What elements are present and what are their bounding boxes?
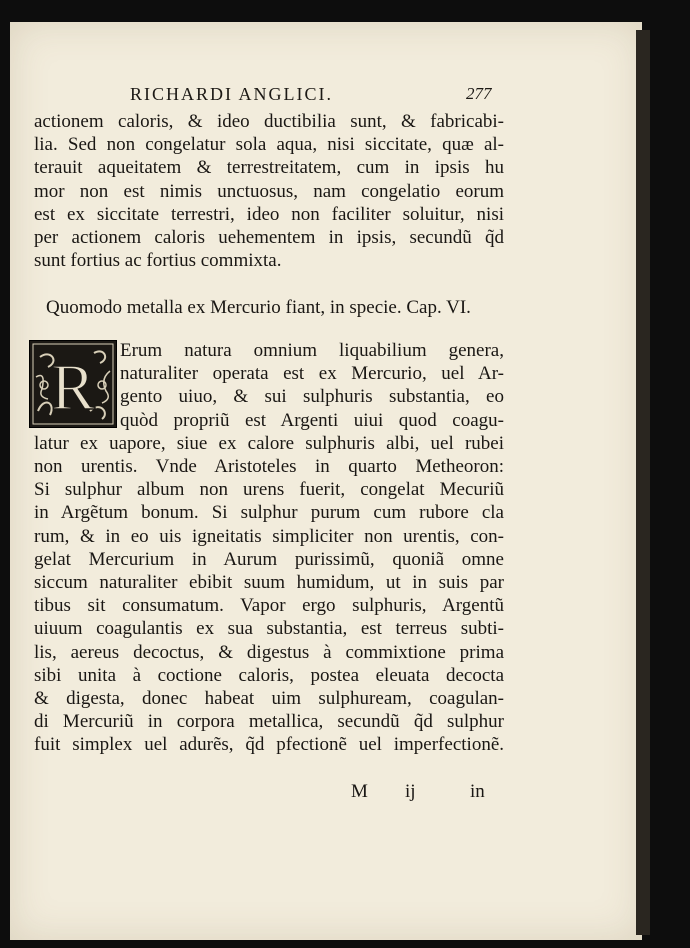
text-line: fuit simplex uel adurẽs, q̃d pfectionẽ uel imperfectionẽ. bbox=[34, 734, 504, 756]
text-line: quòd propriũ est Argenti uiui quod coagu- bbox=[120, 409, 504, 431]
text-line: per actionem caloris uehementem in ipsis, secundũ q̃d bbox=[34, 227, 504, 249]
page-edge bbox=[636, 30, 650, 935]
text-line: tibus sit consumatum. Vapor ergo sulphuris, Argentũ bbox=[34, 595, 504, 617]
text-line: latur ex uapore, siue ex calore sulphuris albi, uel rubei bbox=[34, 432, 504, 454]
initial-letter: R bbox=[50, 351, 96, 424]
text-line: gelat Mercurium in Aurum purissimũ, quoniã omne bbox=[34, 548, 504, 570]
text-line: sibi unita à coctione caloris, postea eleuata decocta bbox=[34, 664, 504, 686]
text-line: & digesta, donec habeat uim sulphuream, coagulan- bbox=[34, 688, 504, 710]
text-line: mor non est nimis unctuosus, nam congelatio eorum bbox=[34, 180, 504, 202]
text-line: siccum naturaliter ebibit suum humidum, ut in suis par bbox=[34, 572, 504, 594]
paragraph-1 bbox=[34, 110, 504, 272]
catchword: in bbox=[470, 781, 485, 802]
signature-mark-letter: M bbox=[351, 781, 368, 802]
text-line: est ex siccitate terrestri, ideo non faciliter soluitur, nisi bbox=[34, 203, 504, 225]
text-line: naturaliter operata est ex Mercurio, uel Ar- bbox=[120, 363, 504, 385]
text-line: in Argẽtum bonum. Si sulphur purum cum rubore cla bbox=[34, 502, 504, 524]
chapter-heading: Quomodo metalla ex Mercurio fiant, in specie. Cap. VI. bbox=[46, 297, 471, 318]
signature-mark-number: ij bbox=[405, 781, 416, 802]
text-line: lia. Sed non congelatur sola aqua, nisi siccitate, quæ al- bbox=[34, 134, 504, 156]
text-line: di Mercuriũ in corpora metallica, secundũ q̃d sulphur bbox=[34, 711, 504, 733]
text-line: terauit aqueitatem & terrestreitatem, cum in ipsis hu bbox=[34, 157, 504, 179]
paragraph-2 bbox=[34, 339, 504, 757]
text-line: actionem caloris, & ideo ductibilia sunt, & fabricabi- bbox=[34, 111, 504, 132]
text-line: gento uiuo, & sui sulphuris substantia, eo bbox=[120, 386, 504, 408]
text-line: sunt fortius ac fortius commixta. bbox=[34, 250, 282, 272]
text-line: Erum natura omnium liquabilium genera, bbox=[120, 340, 504, 361]
text-line: non urentis. Vnde Aristoteles in quarto Metheoron: bbox=[34, 456, 504, 478]
running-head-title: RICHARDI ANGLICI. bbox=[130, 84, 333, 104]
page-number: 277 bbox=[466, 84, 492, 103]
text-line: lis, aereus decoctus, & digestus à commixtione prima bbox=[34, 641, 504, 663]
text-line: Si sulphur album non urens fuerit, congelat Mecuriũ bbox=[34, 479, 504, 501]
text-line: rum, & in eo uis igneitatis simpliciter non urentis, con- bbox=[34, 525, 504, 547]
text-line: uiuum coagulantis ex sua substantia, est terreus subti- bbox=[34, 618, 504, 640]
